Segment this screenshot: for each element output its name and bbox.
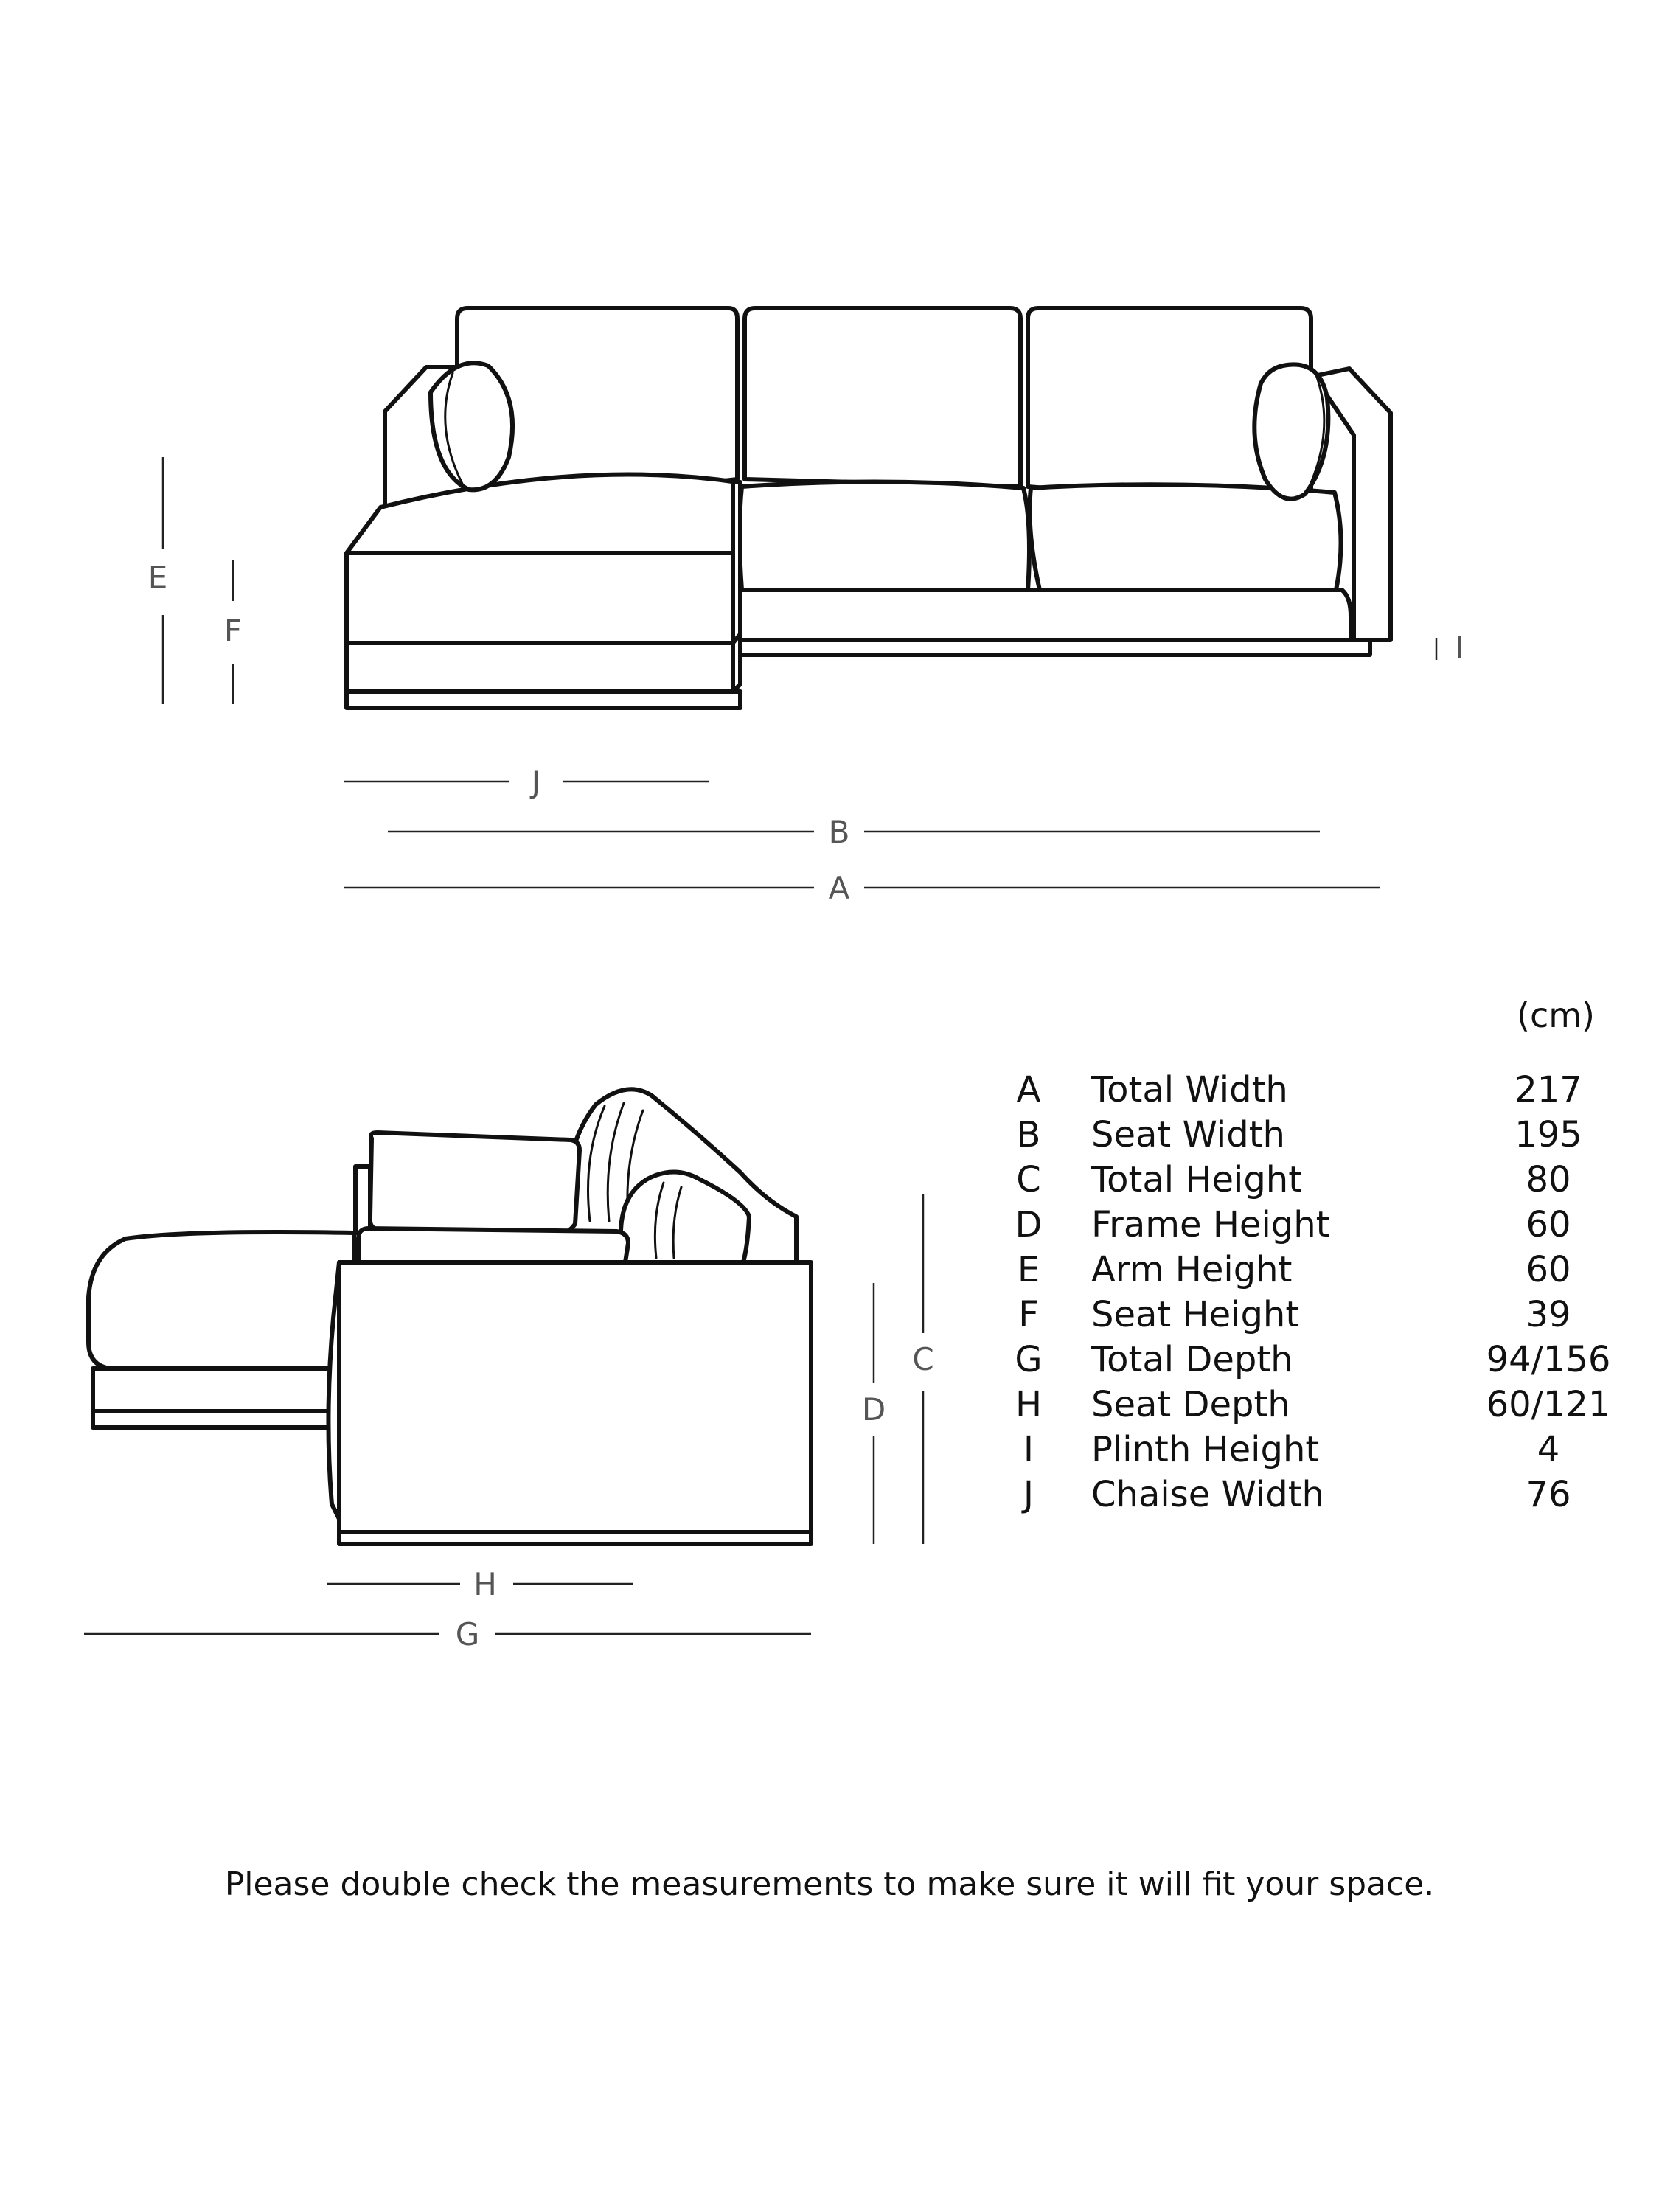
spec-row-d <box>1010 1204 1600 1249</box>
spec-letter: E <box>1017 1249 1040 1290</box>
dim-label-f: F <box>223 613 243 649</box>
spec-row-i <box>1010 1429 1600 1474</box>
side-seat-cushion <box>358 1228 628 1262</box>
spec-value: 60/121 <box>1486 1384 1611 1425</box>
side-frame <box>339 1262 811 1532</box>
dim-label-j: J <box>531 764 541 800</box>
chaise-front <box>347 553 733 643</box>
dim-label-h: H <box>473 1566 497 1602</box>
spec-letter: H <box>1015 1384 1043 1425</box>
spec-name: Total Depth <box>1091 1339 1293 1380</box>
pillow-right <box>1254 364 1328 498</box>
spec-value: 217 <box>1514 1069 1582 1110</box>
spec-letter: J <box>1023 1474 1034 1515</box>
spec-letter: C <box>1016 1159 1041 1200</box>
spec-row-h <box>1010 1384 1611 1429</box>
spec-name: Seat Depth <box>1091 1384 1290 1425</box>
spec-value: 60 <box>1526 1204 1571 1245</box>
side-chaise-plinth <box>93 1411 354 1427</box>
spec-row-j <box>1010 1474 1600 1519</box>
spec-row-b <box>1010 1114 1600 1159</box>
spec-letter: D <box>1015 1204 1043 1245</box>
chaise-base-side <box>733 634 740 692</box>
spec-value: 60 <box>1526 1249 1571 1290</box>
spec-name: Total Height <box>1091 1159 1303 1200</box>
spec-value: 4 <box>1537 1429 1560 1470</box>
spec-letter: B <box>1016 1114 1041 1155</box>
seat-cushion-middle <box>740 481 1029 590</box>
back-cushion-middle <box>745 308 1020 487</box>
side-top-cushion <box>370 1133 580 1233</box>
fit-reminder-note: Please double check the measurements to make sure it will fit your space. <box>224 1865 1435 1903</box>
spec-letter: I <box>1023 1429 1034 1470</box>
right-plinth <box>740 640 1370 655</box>
spec-row-g <box>1010 1339 1611 1384</box>
spec-letter: F <box>1018 1294 1039 1335</box>
unit-label: (cm) <box>1517 995 1595 1035</box>
spec-name: Total Width <box>1091 1069 1288 1110</box>
dim-label-d: D <box>861 1391 886 1427</box>
spec-name: Seat Height <box>1091 1294 1300 1335</box>
dim-label-b: B <box>828 814 850 850</box>
spec-name: Seat Width <box>1091 1114 1285 1155</box>
right-seat-base <box>740 590 1351 640</box>
dim-label-g: G <box>455 1616 480 1652</box>
sofa-front-view <box>347 308 1391 708</box>
spec-value: 76 <box>1526 1474 1571 1515</box>
side-chaise-cushion <box>88 1232 354 1368</box>
spec-value: 80 <box>1526 1159 1571 1200</box>
spec-row-e <box>1010 1249 1600 1294</box>
dim-label-a: A <box>828 870 850 906</box>
spec-row-a <box>1010 1069 1600 1114</box>
sofa-side-view <box>88 1089 811 1544</box>
side-plinth <box>339 1532 811 1544</box>
spec-letter: A <box>1016 1069 1041 1110</box>
dim-label-i: I <box>1455 630 1465 666</box>
spec-name: Plinth Height <box>1091 1429 1320 1470</box>
spec-value: 94/156 <box>1486 1339 1611 1380</box>
side-back-panel <box>355 1166 370 1233</box>
spec-row-f <box>1010 1294 1600 1339</box>
spec-name: Arm Height <box>1091 1249 1293 1290</box>
chaise-base <box>347 643 733 692</box>
dim-label-c: C <box>912 1341 934 1377</box>
dim-label-e: E <box>147 560 168 596</box>
spec-value: 195 <box>1514 1114 1582 1155</box>
spec-letter: G <box>1015 1339 1043 1380</box>
spec-name: Chaise Width <box>1091 1474 1324 1515</box>
chaise-plinth <box>347 692 740 708</box>
spec-row-c <box>1010 1159 1600 1204</box>
spec-value: 39 <box>1526 1294 1571 1335</box>
spec-name: Frame Height <box>1091 1204 1330 1245</box>
